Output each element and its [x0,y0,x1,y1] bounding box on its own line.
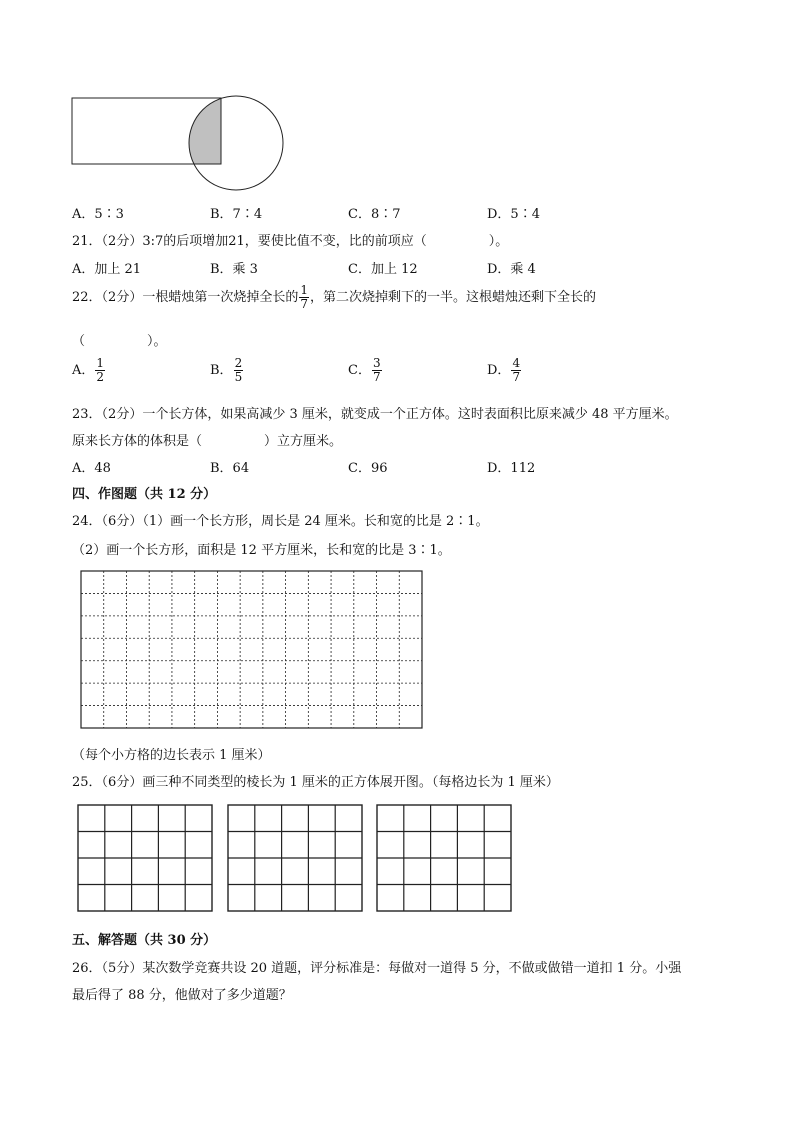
q22-option-d[interactable]: D． $\frac{4}{7}$ [487,356,521,384]
q22-paren-open: （ [72,334,86,349]
q22-answer-line [72,330,167,349]
section-4-heading: 四、作图题（共 12 分） [72,487,217,502]
q21-stem-text: 21．（2分）3:7的后项增加21，要使比值不变，比的前项应（ [72,234,427,249]
q23-stem-line2 [72,430,342,449]
q25-grid-3[interactable] [376,804,512,912]
q21-option-a[interactable]: A．加上 21 [72,262,142,277]
q24-line1: 24．（6分）（1）画一个长方形，周长是 24 厘米。长和宽的比是 2∶1。 [72,514,489,529]
grid-border [81,571,422,728]
q22-option-c[interactable]: C． $\frac{3}{7}$ [348,356,381,384]
q22-stem [72,284,596,311]
q23-stem-line1: 23．（2分）一个长方体，如果高减少 3 厘米，就变成一个正方体。这时表面积比原来减少 48 平方厘米。 [72,407,678,422]
q22-stem-text: 22．（2分）一根蜡烛第一次烧掉全长的 [72,290,299,305]
q24-line2: （2）画一个长方形，面积是 12 平方厘米，长和宽的比是 3∶1。 [72,543,451,558]
q22-paren-close: ）。 [147,334,167,349]
q24-grid-note: （每个小方格的边长表示 1 厘米） [72,748,271,763]
q23-option-c[interactable]: C．96 [348,461,388,476]
q23-option-d[interactable]: D．112 [487,461,536,476]
q25-stem: 25．（6分）画三种不同类型的棱长为 1 厘米的正方体展开图。（每格边长为 1 厘米） [72,775,559,790]
q21-option-c[interactable]: C．加上 12 [348,262,418,277]
rectangle-circle-figure [0,0,794,200]
q26-line1: 26．（5分）某次数学竞赛共设 20 道题，评分标准是：每做对一道得 5 分，不做或做错一道扣 1 分。小强 [72,961,682,976]
q22-option-b[interactable]: B． $\frac{2}{5}$ [210,356,243,384]
q20-option-d[interactable]: D．5∶4 [487,207,540,222]
q26-line2: 最后得了 88 分，他做对了多少道题？ [72,988,292,1003]
q21-option-b[interactable]: B．乘 3 [210,262,258,277]
q23-stem-text: 原来长方体的体积是（ [72,434,203,449]
q23-option-b[interactable]: B．64 [210,461,250,476]
q21-stem [72,230,508,249]
q24-drawing-grid[interactable] [80,570,423,729]
q23-stem-end: ）立方厘米。 [264,434,343,449]
q21-option-d[interactable]: D．乘 4 [487,262,536,277]
q25-grid-2[interactable] [227,804,363,912]
q20-option-c[interactable]: C．8∶7 [348,207,401,222]
q22-stem-text-2: ，第二次烧掉剩下的一半。这根蜡烛还剩下全长的 [309,290,596,305]
q22-fraction: $\frac{1}{7}$ [300,283,308,311]
q22-option-a[interactable]: A． $\frac{1}{2}$ [72,356,105,384]
q20-option-b[interactable]: B．7∶4 [210,207,263,222]
section-5-heading: 五、解答题（共 30 分） [72,933,217,948]
q25-grid-1[interactable] [77,804,213,912]
q20-option-a[interactable]: A．5∶3 [72,207,124,222]
q23-option-a[interactable]: A．48 [72,461,111,476]
q21-stem-end: ）。 [488,234,509,249]
